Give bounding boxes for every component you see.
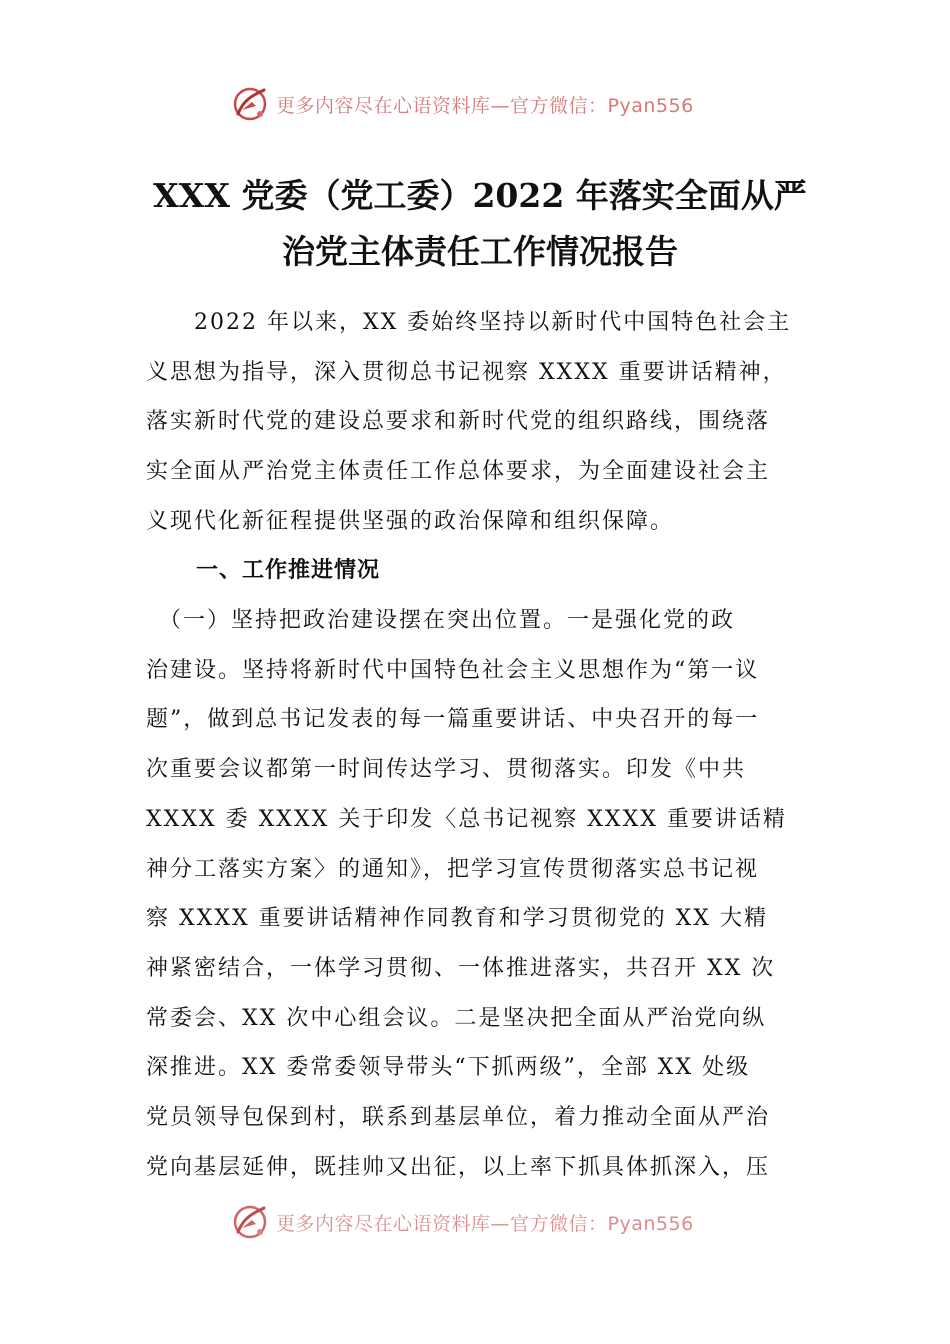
paragraph-line: 实全面从严治党主体责任工作总体要求，为全面建设社会主 [146,459,771,485]
paragraph-line: 深推进。XX 委常委领导带头“下抓两级”，全部 XX 处级 [146,1055,751,1081]
paragraph-line: 次重要会议都第一时间传达学习、贯彻落实。印发《中共 [146,757,747,783]
header-watermark [230,82,750,126]
paragraph-line: 神分工落实方案〉的通知》，把学习宣传贯彻落实总书记视 [146,856,760,882]
paragraph-line: 义现代化新征程提供坚强的政治保障和组织保障。 [146,508,675,534]
paragraph-line: 题”，做到总书记发表的每一篇重要讲话、中央召开的每一 [146,707,760,733]
paragraph-line: 落实新时代党的建设总要求和新时代党的组织路线，围绕落 [146,409,771,435]
paragraph-line: 党员领导包保到村，联系到基层单位，着力推动全面从严治 [146,1105,771,1131]
pen-swirl-logo-icon [230,84,270,124]
footer-watermark [230,1200,750,1244]
document-title [130,168,830,280]
paragraph-line: 2022 年以来，XX 委始终坚持以新时代中国特色社会主 [146,310,792,335]
intro-paragraph [146,298,810,547]
paragraph-line: XXXX 委 XXXX 关于印发〈总书记视察 XXXX 重要讲话精 [146,806,787,832]
paragraph-line: （一）坚持把政治建设摆在突出位置。一是强化党的政 [146,608,736,633]
title-line-1: XXX 党委（党工委）2022 年落实全面从严 [153,176,807,215]
title-line-2: 治党主体责任工作情况报告 [282,232,678,271]
paragraph-line: 治建设。坚持将新时代中国特色社会主义思想作为“第一议 [146,657,760,683]
paragraph-line: 察 XXXX 重要讲话精神作同教育和学习贯彻党的 XX 大精 [146,906,768,932]
section-heading: 一、工作推进情况 [196,558,381,583]
section-paragraph [146,596,810,1192]
watermark-text: 更多内容尽在心语资料库—官方微信：Pyan556 [276,94,694,117]
paragraph-line: 神紧密结合，一体学习贯彻、一体推进落实，共召开 XX 次 [146,955,776,981]
watermark-text: 更多内容尽在心语资料库—官方微信：Pyan556 [276,1212,694,1235]
paragraph-line: 党向基层延伸，既挂帅又出征，以上率下抓具体抓深入，压 [146,1154,771,1180]
paragraph-line: 义思想为指导，深入贯彻总书记视察 XXXX 重要讲话精神， [146,359,787,385]
paragraph-line: 常委会、XX 次中心组会议。二是坚决把全面从严治党向纵 [146,1005,767,1031]
pen-swirl-logo-icon [230,1202,270,1242]
